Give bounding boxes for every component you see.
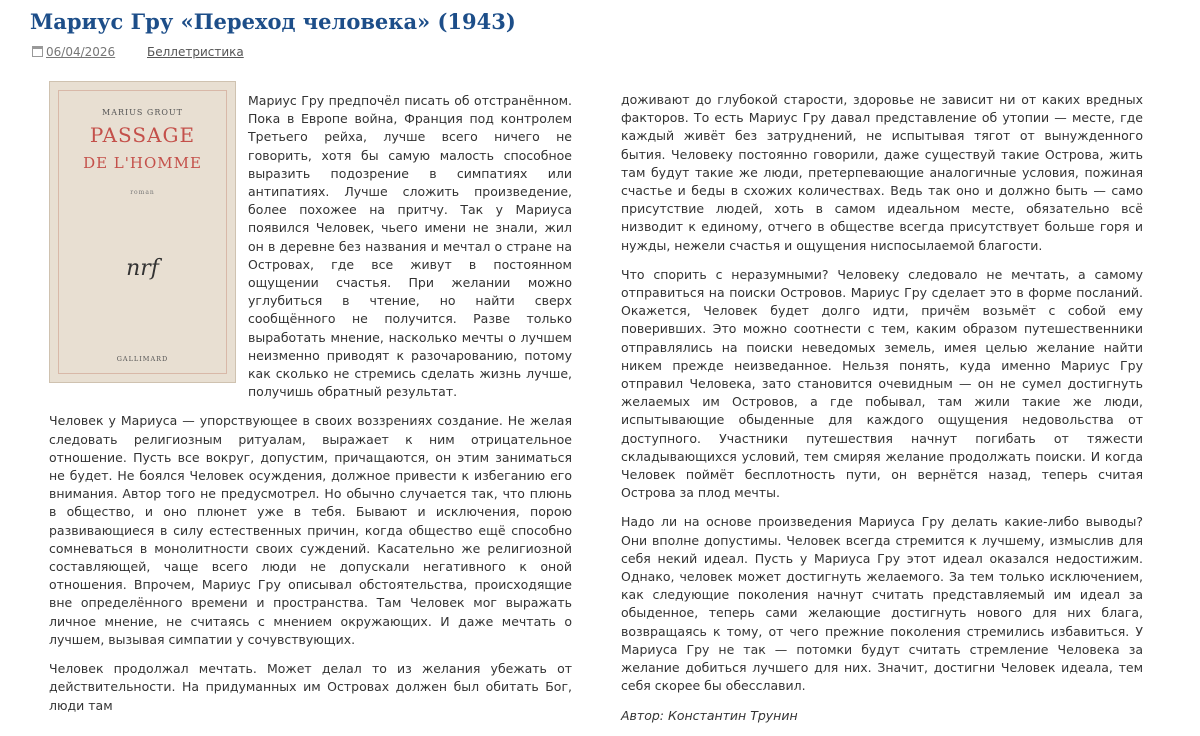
- post-meta: [32, 43, 244, 61]
- cover-genre: roman: [130, 189, 155, 196]
- cover-publisher-logo: nrf: [126, 256, 159, 281]
- post-date-link[interactable]: 06/04/2026: [46, 45, 116, 59]
- paragraph: Мариус Гру предпочёл писать об отстранённом. Пока в Европе война, Франция под контролем Третьего рейха, лучше всего ничего не говорить, хотя бы самую малость способное выразить подозрение в симпатиях или антипатиях. Лучше сложить произведение, более похожее на притчу. Так у Мариуса появился Человек, чьего имени не знали, жил он в деревне без названия и мечтал о стране на Островах, где все живут в постоянном ощущении счастья. При желании можно углубиться в чтение, но найти сверх сообщённого не получится. Разве только выработать мнение, насколько мечты о лучшем неизменно приводят к разочарованию, потому как сколько не стремись сделать жизнь лучше, получишь обратный результат.: [248, 93, 572, 400]
- paragraph: Надо ли на основе произведения Мариуса Гру делать какие-либо выводы? Они вполне допустимы. Человек всегда стремится к лучшему, измыслив для себя некий идеал. Пусть у Мариуса Гру этот идеал оказался недостижим. Однако, человек может достигнуть желаемого. За тем только исключением, как следующие поколения начнут считать представляемый им идеал за обыденное, теперь сами желающие достигнуть нового для них блага, возвращаясь к тому, от чего прежние поколения стремились избавиться. У Мариуса Гру не так — потомки будут считать стремление Человека за желание добиться лучшего для них. Значит, достигни Человек идеала, тем себя скорее бы обесславил.: [621, 514, 1143, 694]
- paragraph: Что спорить с неразумными? Человеку следовало не мечтать, а самому отправиться на поиски Островов. Мариус Гру сделает это в форме посланий. Окажется, Человек будет долго идти, причём возьмёт с собой ему поверивших. Это можно соотнести с тем, каким образом путешественники отправлялись на поиски неведомых земель, имея целью желание найти никем прежде неизведанное. Нельзя понять, куда именно Мариус Гру отправил Человека, зато становится очевидным — он не сумел достигнуть желаемых им Островов, а где побывал, там жили такие же люди, испытывающие обыденные для каждого ощущения недовольства от доступного. Участники путешествия начнут погибать от тяжести складывающихся условий, тем смиряя желание продолжать поиски. И когда Человек поймёт бесплотность пути, он вернётся назад, теперь считая Острова за плод мечты.: [621, 266, 1143, 501]
- cover-publisher: GALLIMARD: [116, 355, 169, 363]
- article-left-column: [49, 92, 572, 726]
- category-link[interactable]: Беллетристика: [147, 45, 244, 59]
- cover-title-line2: DE L'HOMME: [83, 154, 202, 172]
- paragraph: доживают до глубокой старости, здоровье не зависит ни от каких вредных факторов. То есть Мариус Гру давал представление об утопии — месте, где каждый живёт без затруднений, не испытывая тягот от вынужденного бытия. Человеку постоянно говорили, даже существуй такие Острова, жить там будут такие же люди, претерпевающие аналогичные условия, пожиная счастье и беды в схожих количествах. Ведь так оно и должно быть — само присутствие людей, хоть в самом идеальном месте, обязательно всё низводит к единому, отчего в обществе всегда присутствует больше горя и нужды, нежели счастья и ощущения ниспосылаемой благости.: [621, 92, 1143, 253]
- article-right-column: [621, 91, 1143, 736]
- calendar-icon: [32, 46, 43, 57]
- paragraph: Человек у Мариуса — упорствующее в своих воззрениях создание. Не желая следовать религиозным ритуалам, выражает к ним отрицательное отношение. Пусть все вокруг, допустим, причащаются, он этим заниматься не будет. Не боялся Человек осуждения, должное привести к избеганию его внимания. Автор того не предусмотрел. Но обычно случается так, что плюнь в общество, и оно плюнет уже в тебя. Бывают и исключения, порою развивающиеся в силу естественных причин, когда общество ещё способно сомневаться в монолитности своих суждений. Касательно же религиозной составляющей, чаще всего люди не допускали негативного к оной отношения. Впрочем, Мариус Гру описывал обстоятельства, происходящие вне определённого времени и пространства. Там Человек мог выражать личное мнение, не считаясь с мнением окружающих. И даже мечтать о лучшем, вызывая симпатии у сочувствующих.: [49, 413, 572, 647]
- article-author: Автор: Константин Трунин: [621, 707, 798, 723]
- cover-author: MARIUS GROUT: [102, 108, 183, 117]
- page-title: Мариус Гру «Переход человека» (1943): [30, 9, 516, 34]
- paragraph: Человек продолжал мечтать. Может делал то из желания убежать от действительности. На придуманных им Островах должен был обитать Бог, люди там: [49, 661, 572, 713]
- book-cover-image: [49, 81, 236, 383]
- cover-title-line1: PASSAGE: [89, 123, 196, 147]
